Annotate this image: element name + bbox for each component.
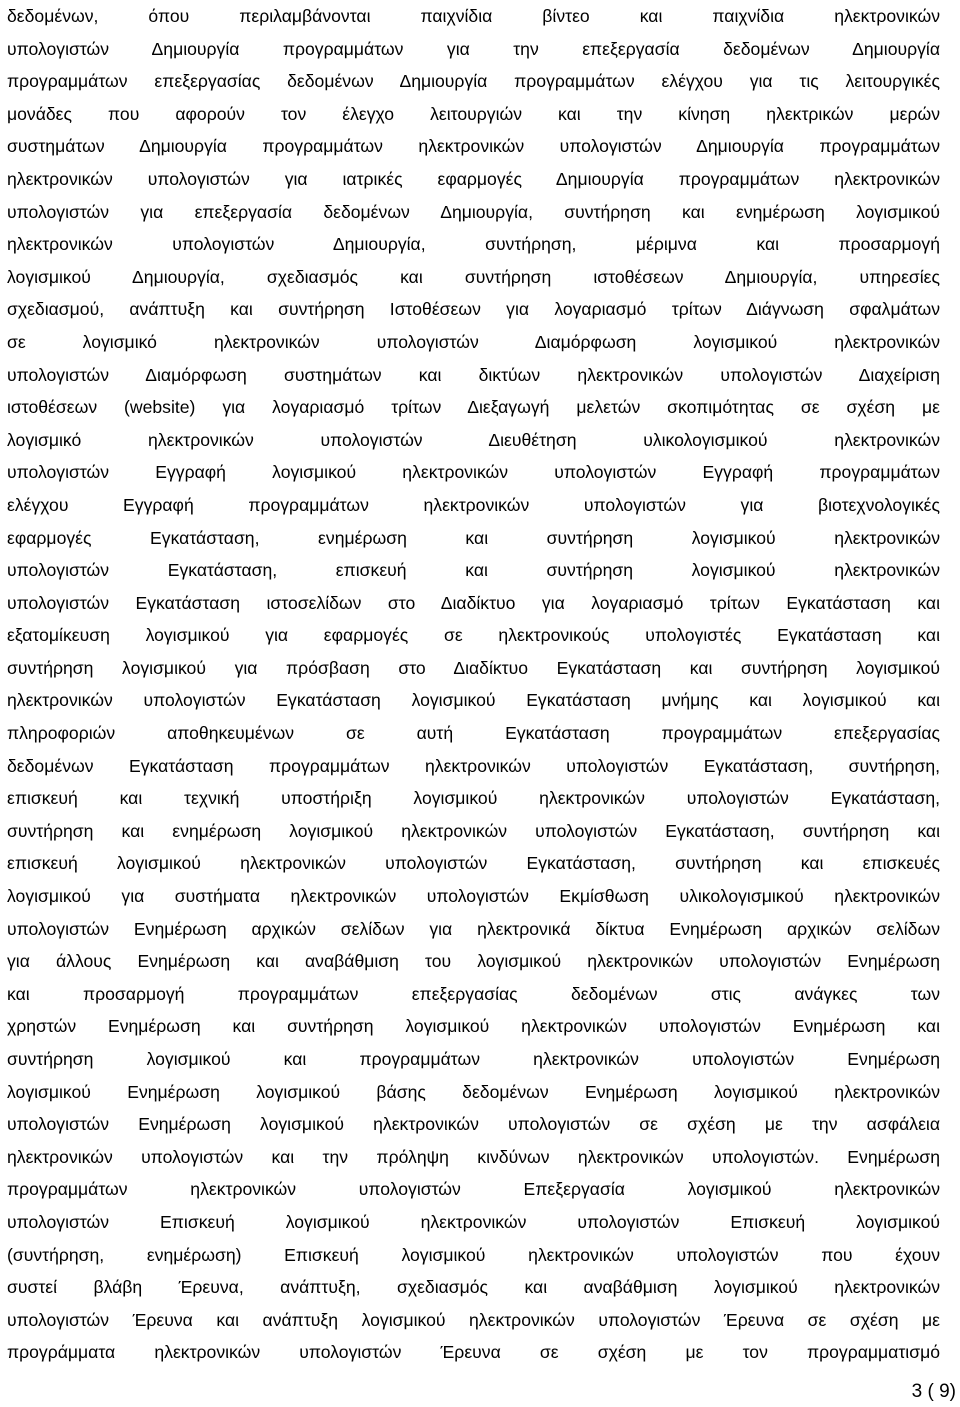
text-line-16: ελέγχου Εγγραφή προγραμμάτων ηλεκτρονικών υπολογιστών για βιοτεχνολογικές — [7, 494, 940, 515]
text-line-42: προγράμματα ηλεκτρονικών υπολογιστών Έρευνα σε σχέση με τον προγραμματισμό — [7, 1342, 940, 1363]
text-line-5: συστημάτων Δημιουργία προγραμμάτων ηλεκτρονικών υπολογιστών Δημιουργία προγραμμάτων — [7, 136, 940, 157]
text-line-31: και προσαρμογή προγραμμάτων επεξεργασίας δεδομένων στις ανάγκες των — [7, 983, 940, 1004]
text-line-14: λογισμικό ηλεκτρονικών υπολογιστών Διευθέτηση υλικολογισμικού ηλεκτρονικών — [7, 429, 940, 450]
text-line-26: συντήρηση και ενημέρωση λογισμικού ηλεκτρονικών υπολογιστών Εγκατάσταση, συντήρηση και — [7, 820, 940, 841]
text-line-27: επισκευή λογισμικού ηλεκτρονικών υπολογιστών Εγκατάσταση, συντήρηση και επισκευές — [7, 853, 940, 874]
text-line-8: ηλεκτρονικών υπολογιστών Δημιουργία, συντήρηση, μέριμνα και προσαρμογή — [7, 234, 940, 255]
text-line-6: ηλεκτρονικών υπολογιστών για ιατρικές εφαρμογές Δημιουργία προγραμμάτων ηλεκτρονικών — [7, 168, 940, 189]
body-text — [7, 0, 940, 1369]
text-line-38: υπολογιστών Επισκευή λογισμικού ηλεκτρονικών υπολογιστών Επισκευή λογισμικού — [7, 1211, 940, 1232]
text-line-32: χρηστών Ενημέρωση και συντήρηση λογισμικού ηλεκτρονικών υπολογιστών Ενημέρωση και — [7, 1016, 940, 1037]
text-line-2: υπολογιστών Δημιουργία προγραμμάτων για την επεξεργασία δεδομένων Δημιουργία — [7, 38, 940, 59]
text-line-40: συστεί βλάβη Έρευνα, ανάπτυξη, σχεδιασμός και αναβάθμιση λογισμικού ηλεκτρονικών — [7, 1277, 940, 1298]
text-line-30: για άλλους Ενημέρωση και αναβάθμιση του λογισμικού ηλεκτρονικών υπολογιστών Ενημέρωση — [7, 951, 940, 972]
text-line-7: υπολογιστών για επεξεργασία δεδομένων Δημιουργία, συντήρηση και ενημέρωση λογισμικού — [7, 201, 940, 222]
text-line-36: ηλεκτρονικών υπολογιστών και την πρόληψη κινδύνων ηλεκτρονικών υπολογιστών. Ενημέρωση — [7, 1146, 940, 1167]
text-line-1: δεδομένων, όπου περιλαμβάνονται παιχνίδια βίντεο και παιχνίδια ηλεκτρονικών — [7, 6, 940, 26]
text-line-25: επισκευή και τεχνική υποστήριξη λογισμικού ηλεκτρονικών υπολογιστών Εγκατάσταση, — [7, 788, 940, 809]
text-line-37: προγραμμάτων ηλεκτρονικών υπολογιστών Επεξεργασία λογισμικού ηλεκτρονικών — [7, 1179, 940, 1200]
text-line-20: εξατομίκευση λογισμικού για εφαρμογές σε ηλεκτρονικούς υπολογιστές Εγκατάσταση και — [7, 625, 940, 646]
text-line-22: ηλεκτρονικών υπολογιστών Εγκατάσταση λογισμικού Εγκατάσταση μνήμης και λογισμικού και — [7, 690, 940, 711]
text-line-29: υπολογιστών Ενημέρωση αρχικών σελίδων για ηλεκτρονικά δίκτυα Ενημέρωση αρχικών σελίδων — [7, 918, 940, 939]
text-line-41: υπολογιστών Έρευνα και ανάπτυξη λογισμικού ηλεκτρονικών υπολογιστών Έρευνα σε σχέση με — [7, 1309, 940, 1330]
text-line-35: υπολογιστών Ενημέρωση λογισμικού ηλεκτρονικών υπολογιστών σε σχέση με την ασφάλεια — [7, 1114, 940, 1135]
text-line-12: υπολογιστών Διαμόρφωση συστημάτων και δικτύων ηλεκτρονικών υπολογιστών Διαχείριση — [7, 364, 940, 385]
text-line-11: σε λογισμικό ηλεκτρονικών υπολογιστών Διαμόρφωση λογισμικού ηλεκτρονικών — [7, 331, 940, 352]
text-line-3: προγραμμάτων επεξεργασίας δεδομένων Δημιουργία προγραμμάτων ελέγχου για τις λειτουργικές — [7, 71, 940, 92]
text-line-13: ιστοθέσεων (website) για λογαριασμό τρίτων Διεξαγωγή μελετών σκοπιμότητας σε σχέση με — [7, 397, 940, 418]
text-line-19: υπολογιστών Εγκατάσταση ιστοσελίδων στο Διαδίκτυο για λογαριασμό τρίτων Εγκατάσταση και — [7, 592, 940, 613]
text-line-33: συντήρηση λογισμικού και προγραμμάτων ηλεκτρονικών υπολογιστών Ενημέρωση — [7, 1049, 940, 1069]
text-line-10: σχεδιασμού, ανάπτυξη και συντήρηση Ιστοθέσεων για λογαριασμό τρίτων Διάγνωση σφαλμάτων — [7, 299, 940, 320]
text-line-18: υπολογιστών Εγκατάσταση, επισκευή και συντήρηση λογισμικού ηλεκτρονικών — [7, 560, 940, 581]
text-line-28: λογισμικού για συστήματα ηλεκτρονικών υπολογιστών Εκμίσθωση υλικολογισμικού ηλεκτρονικών — [7, 886, 940, 907]
text-line-34: λογισμικού Ενημέρωση λογισμικού βάσης δεδομένων Ενημέρωση λογισμικού ηλεκτρονικών — [7, 1081, 940, 1102]
text-line-39: (συντήρηση, ενημέρωση) Επισκευή λογισμικού ηλεκτρονικών υπολογιστών που έχουν — [7, 1244, 940, 1265]
text-line-24: δεδομένων Εγκατάσταση προγραμμάτων ηλεκτρονικών υπολογιστών Εγκατάσταση, συντήρηση, — [7, 755, 940, 776]
text-line-9: λογισμικού Δημιουργία, σχεδιασμός και συντήρηση ιστοθέσεων Δημιουργία, υπηρεσίες — [7, 266, 940, 287]
text-line-23: πληροφοριών αποθηκευμένων σε αυτή Εγκατάσταση προγραμμάτων επεξεργασίας — [7, 723, 940, 744]
page-number: 3 ( 9) — [911, 1381, 956, 1402]
text-line-15: υπολογιστών Εγγραφή λογισμικού ηλεκτρονικών υπολογιστών Εγγραφή προγραμμάτων — [7, 462, 940, 483]
text-line-4: μονάδες που αφορούν τον έλεγχο λειτουργιών και την κίνηση ηλεκτρικών μερών — [7, 103, 940, 124]
text-line-21: συντήρηση λογισμικού για πρόσβαση στο Διαδίκτυο Εγκατάσταση και συντήρηση λογισμικού — [7, 657, 940, 678]
text-line-17: εφαρμογές Εγκατάσταση, ενημέρωση και συντήρηση λογισμικού ηλεκτρονικών — [7, 527, 940, 548]
